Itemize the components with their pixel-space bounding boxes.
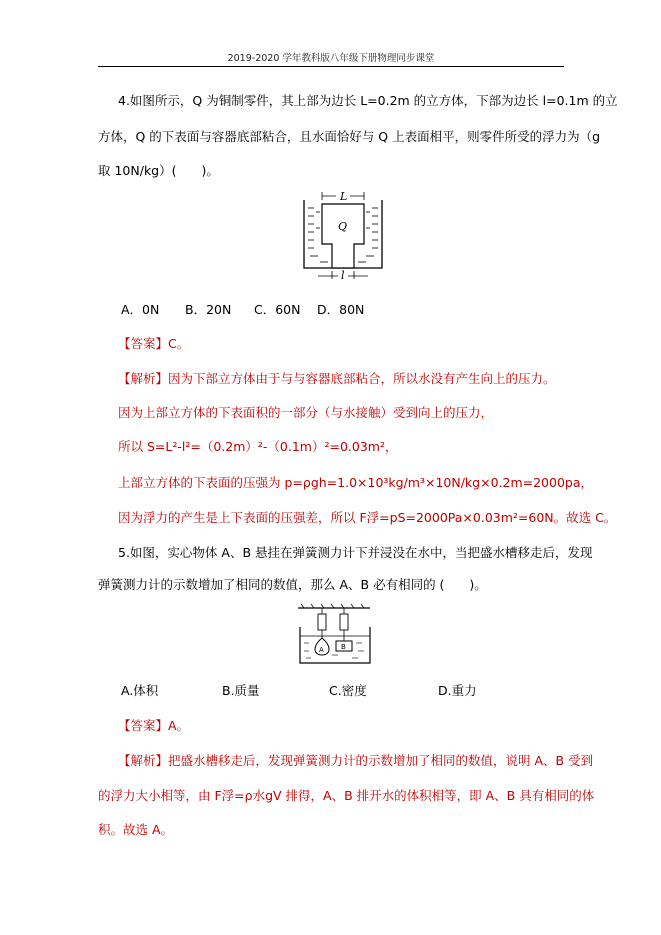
- q5-option-d: D.重力: [438, 683, 477, 698]
- q4-answer: 【答案】C。: [118, 336, 190, 351]
- q4-option-a: A．0N: [121, 302, 160, 317]
- q5-stem-line-2: 弹簧测力计的示数增加了相同的数值，那么 A、B 必有相同的 ( )。: [98, 577, 487, 592]
- spring-scale-a: [318, 614, 326, 630]
- q4-option-c: C．60N: [254, 302, 301, 317]
- q5-analysis-1: 【解析】把盛水槽移走后，发现弹簧测力计的示数增加了相同的数值，说明 A、B 受到: [118, 753, 594, 768]
- q5-analysis-3: 积。故选 A。: [98, 822, 174, 837]
- q4-stem-line-3: 取 10N/kg）( )。: [98, 163, 219, 178]
- q4-analysis-3: 所以 S=L²-l²=（0.2m）²-（0.1m）²=0.03m²，: [118, 439, 398, 454]
- q4-analysis-4: 上部立方体的下表面的压强为 p=ρgh=1.0×10³kg/m³×10N/kg×0.2m=2000pa，: [118, 475, 594, 490]
- q5-option-c: C.密度: [329, 683, 367, 698]
- label-a: A: [319, 646, 324, 654]
- label-b: B: [341, 643, 346, 651]
- q4-figure: [296, 188, 392, 280]
- q4-option-b: B．20N: [185, 302, 232, 317]
- q4-analysis-5: 因为浮力的产生是上下表面的压强差，所以 F浮=pS=2000Pa×0.03m²=60N。故选 C。: [118, 510, 617, 525]
- q4-analysis-2: 因为上部立方体的下表面积的一部分（与水接触）受到向上的压力，: [118, 405, 494, 420]
- q5-answer: 【答案】A。: [118, 718, 190, 733]
- q4-option-d: D．80N: [317, 302, 365, 317]
- label-L: L: [340, 190, 348, 203]
- q5-figure: [296, 603, 376, 667]
- q5-stem-line-1: 5.如图，实心物体 A、B 悬挂在弹簧测力计下并浸没在水中，当把盛水槽移走后，发现: [118, 545, 593, 560]
- label-Q: Q: [338, 220, 348, 233]
- q-part: [322, 204, 364, 268]
- q4-stem-line-2: 方体，Q 的下表面与容器底部粘合，且水面恰好与 Q 上表面相平，则零件所受的浮力为（g: [98, 129, 601, 144]
- q4-analysis-1: 【解析】因为下部立方体由于与与容器底部粘合，所以水没有产生向上的压力。: [118, 371, 556, 386]
- page-header: 2019-2020 学年教科版八年级下册物理同步课堂: [227, 53, 435, 64]
- q4-stem-line-1: 4.如图所示，Q 为铜制零件，其上部为边长 L=0.2m 的立方体，下部为边长 l=0.1m 的立: [118, 93, 618, 108]
- label-l: l: [341, 269, 345, 280]
- header-rule: [98, 66, 564, 67]
- spring-scale-b: [340, 614, 348, 630]
- q5-analysis-2: 的浮力大小相等，由 F浮=ρ水gV 排得，A、B 排开水的体积相等，即 A、B 具有相同的体: [98, 788, 595, 803]
- water-tank: [300, 627, 370, 663]
- q5-option-a: A.体积: [121, 683, 159, 698]
- q5-option-b: B.质量: [222, 683, 260, 698]
